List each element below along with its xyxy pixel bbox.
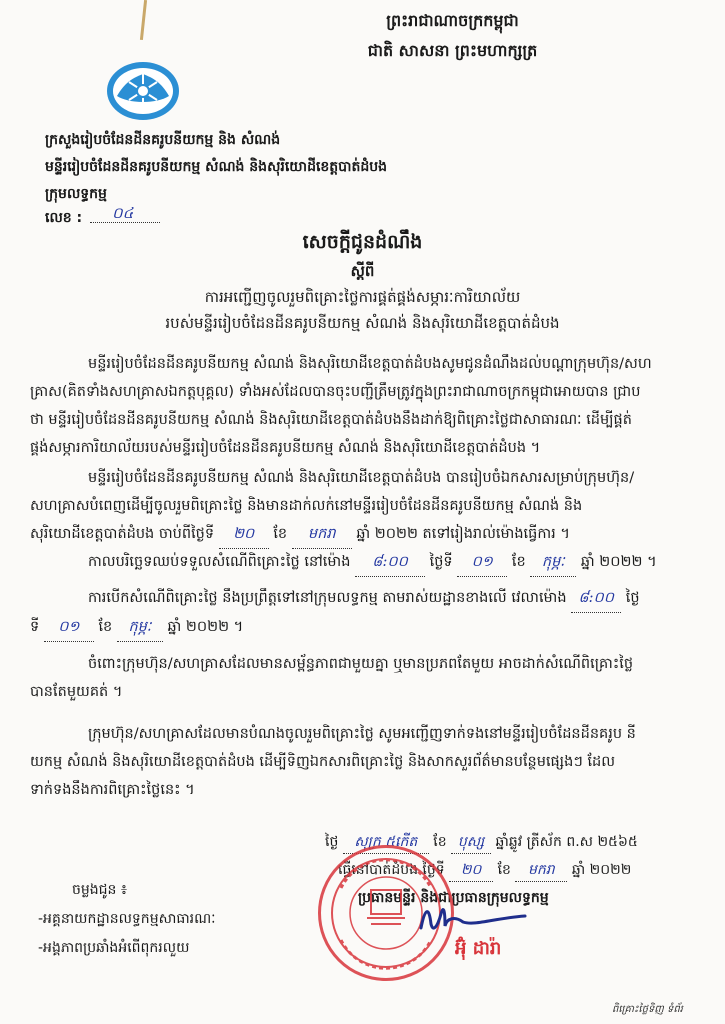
reference-number-value: ០៤ [112,204,134,222]
ministry-logo [105,60,181,122]
sale-start-month: មករា [292,520,352,549]
paragraph-4 [30,584,702,642]
paragraph-5 [30,650,702,706]
deadline-time: ៨:០០ [355,548,425,577]
paragraph-2 [30,464,702,549]
document-subtitle: ស្តីពី [350,262,375,280]
paragraph-6 [30,720,702,804]
paragraph-2-line: សុរិយោដីខេត្តបាត់ដំបង ចាប់ពីថ្ងៃទី ២០ ខែ មករា ឆ្នាំ ២០២២ តទៅរៀងរាល់ម៉ោងធ្វើការ ។ [30,520,702,549]
paragraph-1 [30,350,702,462]
deadline-day: ០១ [457,548,507,577]
subject-line-2: របស់មន្ទីររៀបចំដែនដីនគរូបនីយកម្ម សំណង់ និងសុរិយោដីខេត្តបាត់ដំបង [165,314,560,332]
solar-date-line: ធ្វើនៅបាត់ដំបង ថ្ងៃទី ២០ ខែ មករា ឆ្នាំ ២០២២ [338,860,718,882]
cc-item: -អង្គភាពប្រឆាំងអំពើពុករលួយ [38,940,190,956]
lunar-month: បុស្ស [451,832,491,854]
paragraph-1-line: មន្ទីររៀបចំដែនដីនគរូបនីយកម្ម សំណង់ និងសុរិយោដីខេត្តបាត់ដំបងសូមជូនដំណឹងដល់បណ្តាក្រុមហ៊ុន/សហ [88,356,652,372]
cc-item: -អគ្គនាយកដ្ឋានលទ្ធកម្មសាធារណៈ [38,911,216,927]
paragraph-1-line: ផ្គង់សម្ភារការិយាល័យរបស់មន្ទីររៀបចំដែនដីនគរូបនីយកម្ម សំណង់ និងសុរិយោដីខេត្តបាត់ដំបង ។ [30,440,541,456]
lunar-date-line: ថ្ងៃ សុក្រ ៥កើត ខែ បុស្ស ឆ្នាំឆ្លូវ ត្រីស័ក ព.ស ២៥៦៥ [325,832,715,854]
paragraph-6-line: ទាក់ទងនឹងការពិគ្រោះថ្លៃនេះ ។ [30,782,195,798]
opening-month: កុម្ភៈ [117,613,163,642]
signer-title: ប្រធានមន្ទីរ និងជាប្រធានក្រុមលទ្ធកម្ម [358,890,549,906]
national-motto: ជាតិ សាសនា ព្រះមហាក្សត្រ [367,41,538,60]
lunar-day: សុក្រ ៥កើត [343,832,429,854]
signer-name: អ៊ុំ ដារ៉ា [455,938,502,959]
cc-title: ចម្លងជូន ៖ [72,882,128,898]
reference-number-label: លេខ : [45,210,83,226]
paragraph-1-line: គ្រាស(គិតទាំងសហគ្រាសឯកត្តបុគ្គល) ទាំងអស់ដែលបានចុះបញ្ជីត្រឹមត្រូវក្នុងព្រះរាជាណាចក្រកម្ពុជាអោយបាន ជ្រាប [30,384,641,400]
paragraph-6-line: យកម្ម សំណង់ និងសុរិយោដីខេត្តបាត់ដំបង ដើម្បីទិញឯកសារពិគ្រោះថ្លៃ និងសាកសួរព័ត៌មានបន្ថែមផ្សេងៗ ដែល [30,754,616,770]
department-line: មន្ទីររៀបចំដែនដីនគរូបនីយកម្ម សំណង់ និងសុរិយោដីខេត្តបាត់ដំបង [45,159,388,175]
paragraph-5-line: បានតែមួយគត់ ។ [30,684,123,700]
subject-line-1: ការអញ្ជើញចូលរួមពិគ្រោះថ្លៃការផ្គត់ផ្គង់សម្ភារៈការិយាល័យ [204,288,521,306]
solar-month: មករា [515,860,567,882]
document-title: សេចក្តីជូនដំណឹង [302,231,423,253]
opening-line: ការបើកសំណើពិគ្រោះថ្លៃ នឹងប្រព្រឹត្តទៅនៅក្រុមលទ្ធកម្ម តាមរាស់យដ្ឋានខាងលើ វេលាម៉ោង ៨:០០ ថ្ងៃ [30,584,702,613]
deadline-month: កុម្ភៈ [530,548,576,577]
opening-date-line: ទី ០១ ខែ កុម្ភៈ ឆ្នាំ ២០២២ ។ [30,613,702,642]
deadline-line: កាលបរិច្ឆេទឈប់ទទួលសំណើពិគ្រោះថ្លៃ នៅម៉ោង ៨:០០ ថ្ងៃទី ០១ ខែ កុម្ភៈ ឆ្នាំ ២០២២ ។ [30,548,702,577]
opening-day: ០១ [44,613,94,642]
ministry-line1: ក្រសួងរៀបចំដែនដីនគរូបនីយកម្ម និង សំណង់ [45,132,281,148]
paragraph-5-line: ចំពោះក្រុមហ៊ុន/សហគ្រាសដែលមានសម្ព័ន្ធភាពជាមួយគ្នា ឬមានប្រភពតែមួយ អាចដាក់សំណើពិគ្រោះថ្លៃ [88,656,634,672]
paragraph-1-line: ថា មន្ទីររៀបចំដែនដីនគរូបនីយកម្ម សំណង់ និងសុរិយោដីខេត្តបាត់ដំបងនឹងដាក់ឱ្យពិគ្រោះថ្លៃជាសាធារណៈ ដើម្បីផ្គត់ [30,412,632,428]
procurement-unit: ក្រុមលទ្ធកម្ម [45,186,107,202]
opening-time: ៨:០០ [571,584,621,613]
footer-note: ពិគ្រោះថ្លៃទិញ ទំព័រ [612,1004,683,1015]
kingdom-title: ព្រះរាជាណាចក្រកម្ពុជា [386,11,519,30]
paragraph-2-line: សហគ្រាសបំពេញដើម្បីចូលរួមពិគ្រោះថ្លៃ និងមានដាក់លក់នៅមន្ទីររៀបចំដែនដីនគរូបនីយកម្ម សំណង់ និង [30,498,583,514]
paragraph-2-line: មន្ទីររៀបចំដែនដីនគរូបនីយកម្ម សំណង់ និងសុរិយោដីខេត្តបាត់ដំបង បានរៀបចំឯកសារសម្រាប់ក្រុមហ៊ុន/ [88,470,635,486]
paragraph-3 [30,548,702,577]
sale-start-day: ២០ [219,520,269,549]
signature [415,898,535,938]
paragraph-6-line: ក្រុមហ៊ុន/សហគ្រាសដែលមានបំណងចូលរួមពិគ្រោះថ្លៃ សូមអញ្ជើញទាក់ទងនៅមន្ទីររៀបចំដែនដីនគរូប នី [88,726,636,742]
solar-day: ២០ [449,860,493,882]
